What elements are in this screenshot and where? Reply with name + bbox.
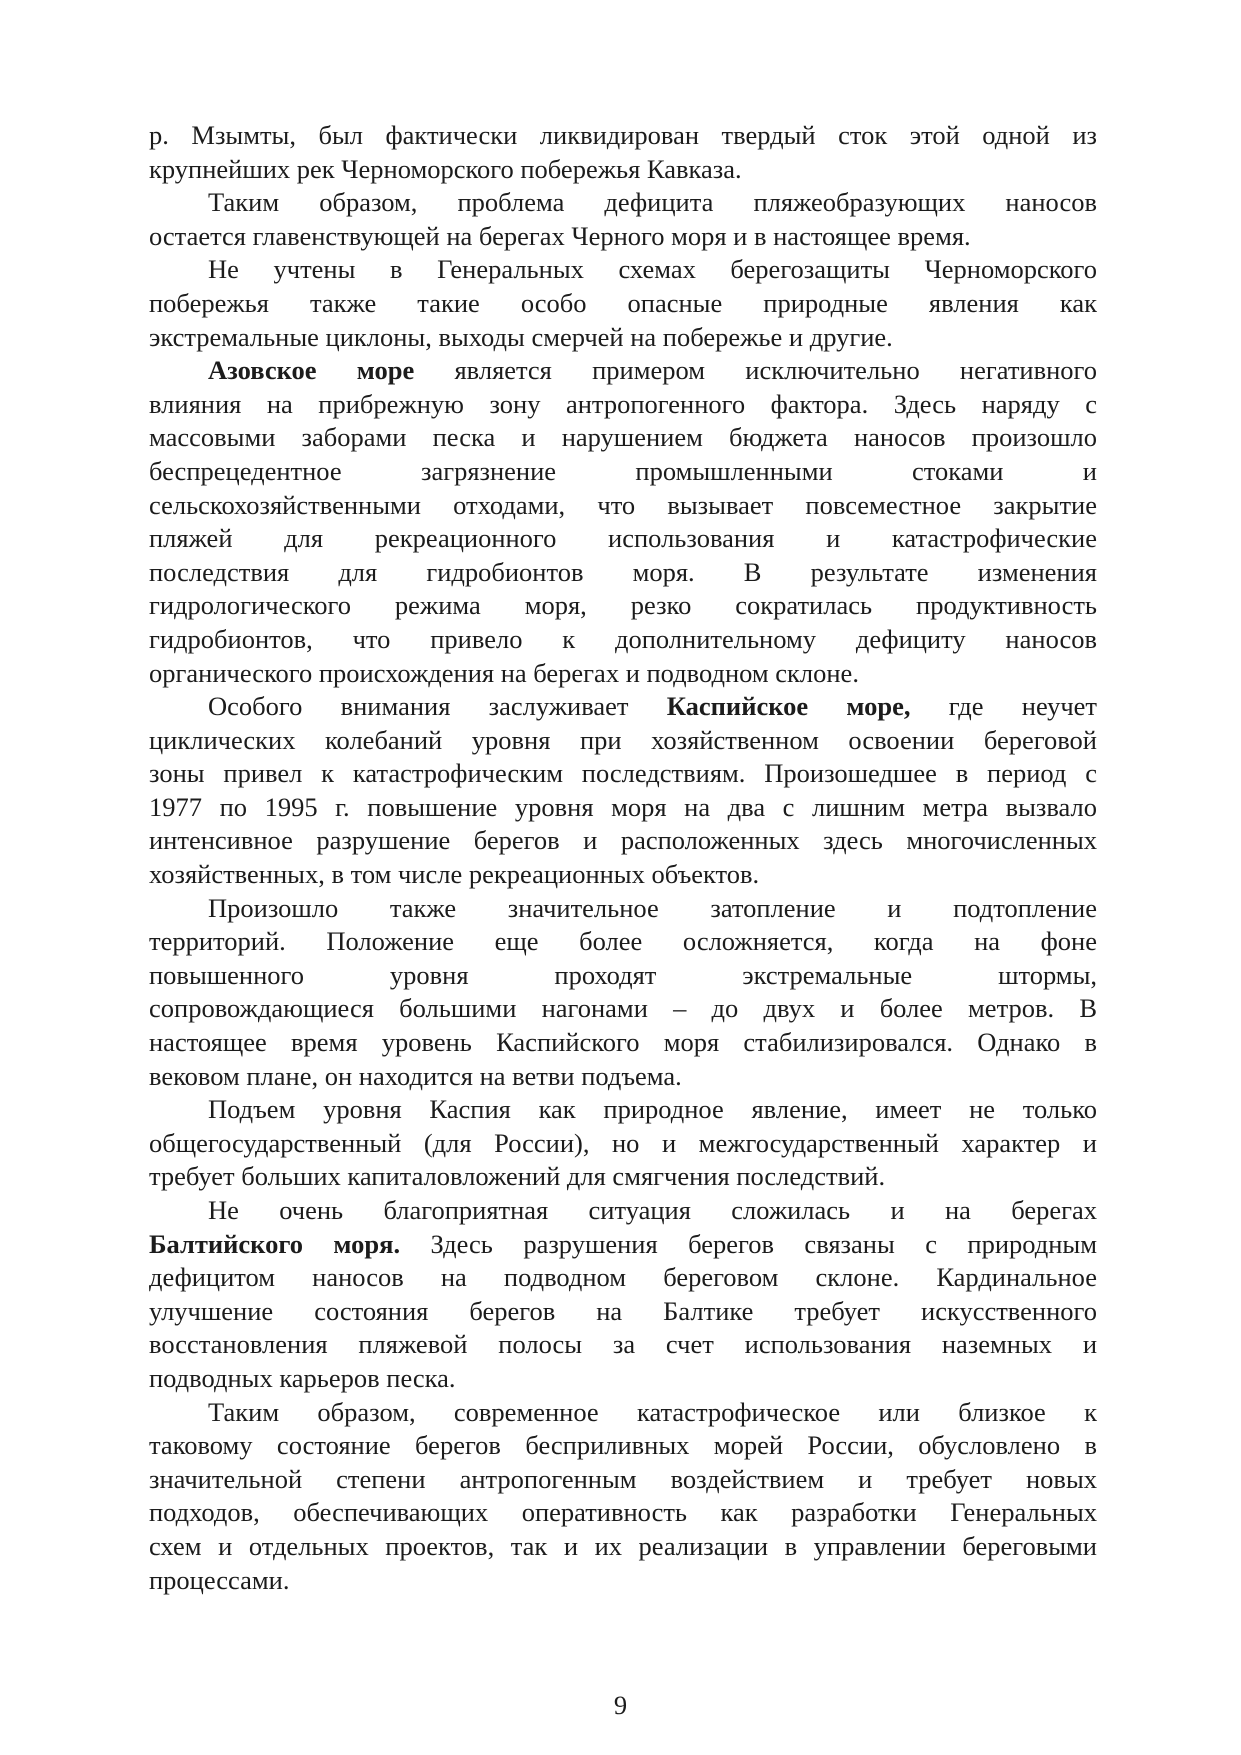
page-number: 9 (613, 1690, 628, 1720)
text-line: органического происхождения на берегах и подводном склоне. (149, 657, 859, 688)
text-line: Таким образом, проблема дефицита пляжеобразующих наносов (208, 187, 1097, 218)
text-line (149, 690, 1097, 724)
text-line: значительной степени антропогенным воздействием и требует новых (149, 1463, 1097, 1494)
text-line: процессами. (149, 1564, 290, 1595)
text-line: крупнейших рек Черноморского побережья Кавказа. (149, 153, 742, 184)
text-line: зоны привел к катастрофическим последствиям. Произошедшее в период с (149, 758, 1097, 789)
text-line: территорий. Положение еще более осложняется, когда на фоне (149, 926, 1097, 957)
text-line: побережья также такие особо опасные природные явления как (149, 287, 1097, 318)
text-line: схем и отдельных проектов, так и их реализации в управлении береговыми (149, 1530, 1097, 1561)
text-line: последствия для гидробионтов моря. В результате изменения (149, 556, 1097, 587)
text-run: Здесь разрушения берегов связаны с природным (400, 1228, 1097, 1259)
paragraph-azov-sea (149, 354, 1097, 690)
text-line: циклических колебаний уровня при хозяйственном освоении береговой (149, 724, 1097, 755)
text-line: Подъем уровня Каспия как природное явление, имеет не только (208, 1094, 1097, 1125)
text-line: 1977 по 1995 г. повышение уровня моря на два с лишним метра вызвало (149, 791, 1097, 822)
paragraph-caspian-sea (149, 690, 1097, 892)
text-line: сельскохозяйственными отходами, что вызывает повсеместное закрытие (149, 489, 1097, 520)
text-line: р. Мзымты, был фактически ликвидирован твердый сток этой одной из (149, 120, 1097, 150)
paragraph-caspian-rise (149, 1093, 1097, 1194)
text-line (149, 354, 1097, 388)
bold-term-azov-sea: Азовское море (208, 355, 415, 386)
text-line: сопровождающиеся большими нагонами – до двух и более метров. В (149, 993, 1097, 1024)
bold-term-caspian-sea: Каспийское море, (666, 691, 911, 722)
text-line: Не очень благоприятная ситуация сложилась и на берегах (208, 1195, 1097, 1225)
text-line: улучшение состояния берегов на Балтике требует искусственного (149, 1295, 1097, 1326)
text-line: подходов, обеспечивающих оперативность как разработки Генеральных (149, 1497, 1097, 1528)
text-line: общегосударственный (для России), но и межгосударственный характер и (149, 1127, 1097, 1158)
text-line: вековом плане, он находится на ветви подъема. (149, 1060, 682, 1091)
text-line: восстановления пляжевой полосы за счет использования наземных и (149, 1329, 1097, 1360)
paragraph-flooding (149, 892, 1097, 1094)
text-line: Произошло также значительное затопление и подтопление (208, 892, 1097, 923)
text-line: интенсивное разрушение берегов и расположенных здесь многочисленных (149, 825, 1097, 856)
text-line: требует больших капиталовложений для смягчения последствий. (149, 1161, 886, 1192)
text-line: Таким образом, современное катастрофическое или близкое к (208, 1396, 1097, 1427)
text-line: дефицитом наносов на подводном береговом склоне. Кардинальное (149, 1262, 1097, 1293)
text-line: повышенного уровня проходят экстремальные штормы, (149, 959, 1097, 990)
text-run: Особого внимания заслуживает (208, 691, 667, 722)
text-line: хозяйственных, в том числе рекреационных объектов. (149, 859, 760, 890)
text-run: где неучет (910, 691, 1098, 722)
paragraph-mzymta (149, 119, 1097, 186)
text-line: массовыми заборами песка и нарушением бюджета наносов произошло (149, 422, 1097, 453)
text-line: пляжей для рекреационного использования и катастрофические (149, 523, 1097, 554)
paragraph-baltic-sea (149, 1194, 1097, 1396)
text-line: подводных карьеров песка. (149, 1362, 456, 1393)
bold-term-baltic-sea: Балтийского моря. (149, 1228, 401, 1259)
paragraph-general-schemes (149, 253, 1097, 354)
text-line: настоящее время уровень Каспийского моря стабилизировался. Однако в (149, 1027, 1097, 1058)
paragraph-conclusion (149, 1396, 1097, 1598)
paragraph-sediment-deficit (149, 186, 1097, 253)
text-line: беспрецедентное загрязнение промышленными стоками и (149, 455, 1097, 486)
text-line: таковому состояние берегов бесприливных морей России, обусловлено в (149, 1430, 1097, 1461)
text-line: гидрологического режима моря, резко сократилась продуктивность (149, 590, 1097, 621)
text-line: экстремальные циклоны, выходы смерчей на побережье и другие. (149, 321, 893, 352)
document-page (149, 119, 1097, 1597)
text-line (149, 1228, 1097, 1262)
text-line: гидробионтов, что привело к дополнительному дефициту наносов (149, 623, 1097, 654)
text-line: влияния на прибрежную зону антропогенного фактора. Здесь наряду с (149, 388, 1097, 419)
text-line: остается главенствующей на берегах Черного моря и в настоящее время. (149, 220, 971, 251)
text-run: является примером исключительно негативного (414, 355, 1097, 386)
text-line: Не учтены в Генеральных схемах берегозащиты Черноморского (208, 254, 1097, 285)
